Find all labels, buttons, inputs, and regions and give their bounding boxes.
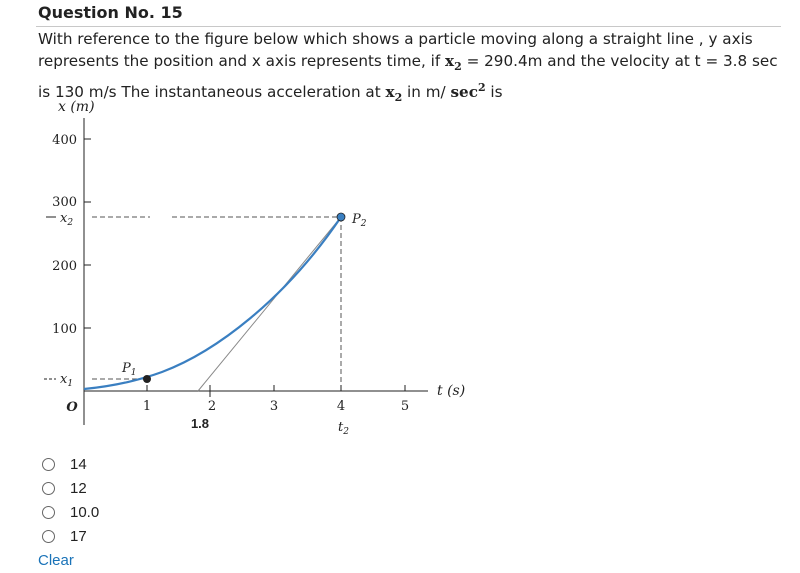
question-text-part-3: in m/ [402, 83, 451, 102]
x2-symbol-2: $x_2$ [385, 83, 403, 105]
option-17[interactable] [42, 524, 99, 548]
option-14[interactable] [42, 452, 99, 476]
x-tick-label-4: 4 [336, 399, 346, 414]
x-tick-label-1: 1 [142, 399, 152, 414]
y-tick-label-100: 100 [52, 322, 77, 337]
tangent-intercept-label: 1.8 [190, 416, 210, 431]
sec-squared-unit: $\sec^2$ [450, 81, 486, 102]
option-label: 17 [70, 527, 87, 545]
x-axis-label: t (s) [437, 383, 466, 399]
y-tick-label-400: 400 [52, 133, 77, 148]
x-tick-label-3: 3 [269, 399, 279, 414]
point-p2 [337, 213, 345, 221]
title-divider [36, 26, 781, 27]
radio-button[interactable] [42, 530, 55, 543]
y-tick-label-200: 200 [52, 259, 77, 274]
option-label: 14 [70, 455, 87, 473]
question-text-part-1: With reference to the figure below which shows a particle moving along a straight line , y axis represents the position and x axis represents time, if [38, 30, 753, 70]
question-title: Question No. 15 [38, 3, 183, 22]
y-tick-label-300: 300 [52, 195, 77, 210]
x2-symbol: $x_2$ [445, 51, 462, 73]
radio-button[interactable] [42, 458, 55, 471]
p2-label: $P_2$ [352, 212, 367, 229]
p1-label: $P_1$ [122, 361, 137, 378]
point-p1 [143, 375, 151, 383]
origin-label: O [66, 400, 78, 415]
y-ticks [84, 139, 91, 328]
t2-label: $t_2$ [338, 420, 349, 437]
answer-options [42, 452, 99, 548]
x2-axis-label: $x_2$ [60, 211, 74, 228]
radio-button[interactable] [42, 482, 55, 495]
tangent-line [198, 217, 341, 391]
x-tick-label-2: 2 [207, 399, 217, 414]
option-label: 10.0 [70, 503, 100, 521]
option-12[interactable] [42, 476, 99, 500]
question-text-part-2: = 290.4m and the velocity at t = 3.8 sec is 130 m/s The instantaneous acceleration at [38, 51, 778, 102]
question-text-part-4: is [485, 83, 503, 102]
clear-button[interactable]: Clear [38, 552, 74, 569]
option-label: 12 [70, 479, 87, 497]
option-10[interactable] [42, 500, 99, 524]
x-tick-label-5: 5 [400, 399, 410, 414]
x1-axis-label: $x_1$ [60, 372, 74, 389]
y-axis-label: x (m) [58, 99, 95, 115]
radio-button[interactable] [42, 506, 55, 519]
question-text [38, 29, 786, 109]
